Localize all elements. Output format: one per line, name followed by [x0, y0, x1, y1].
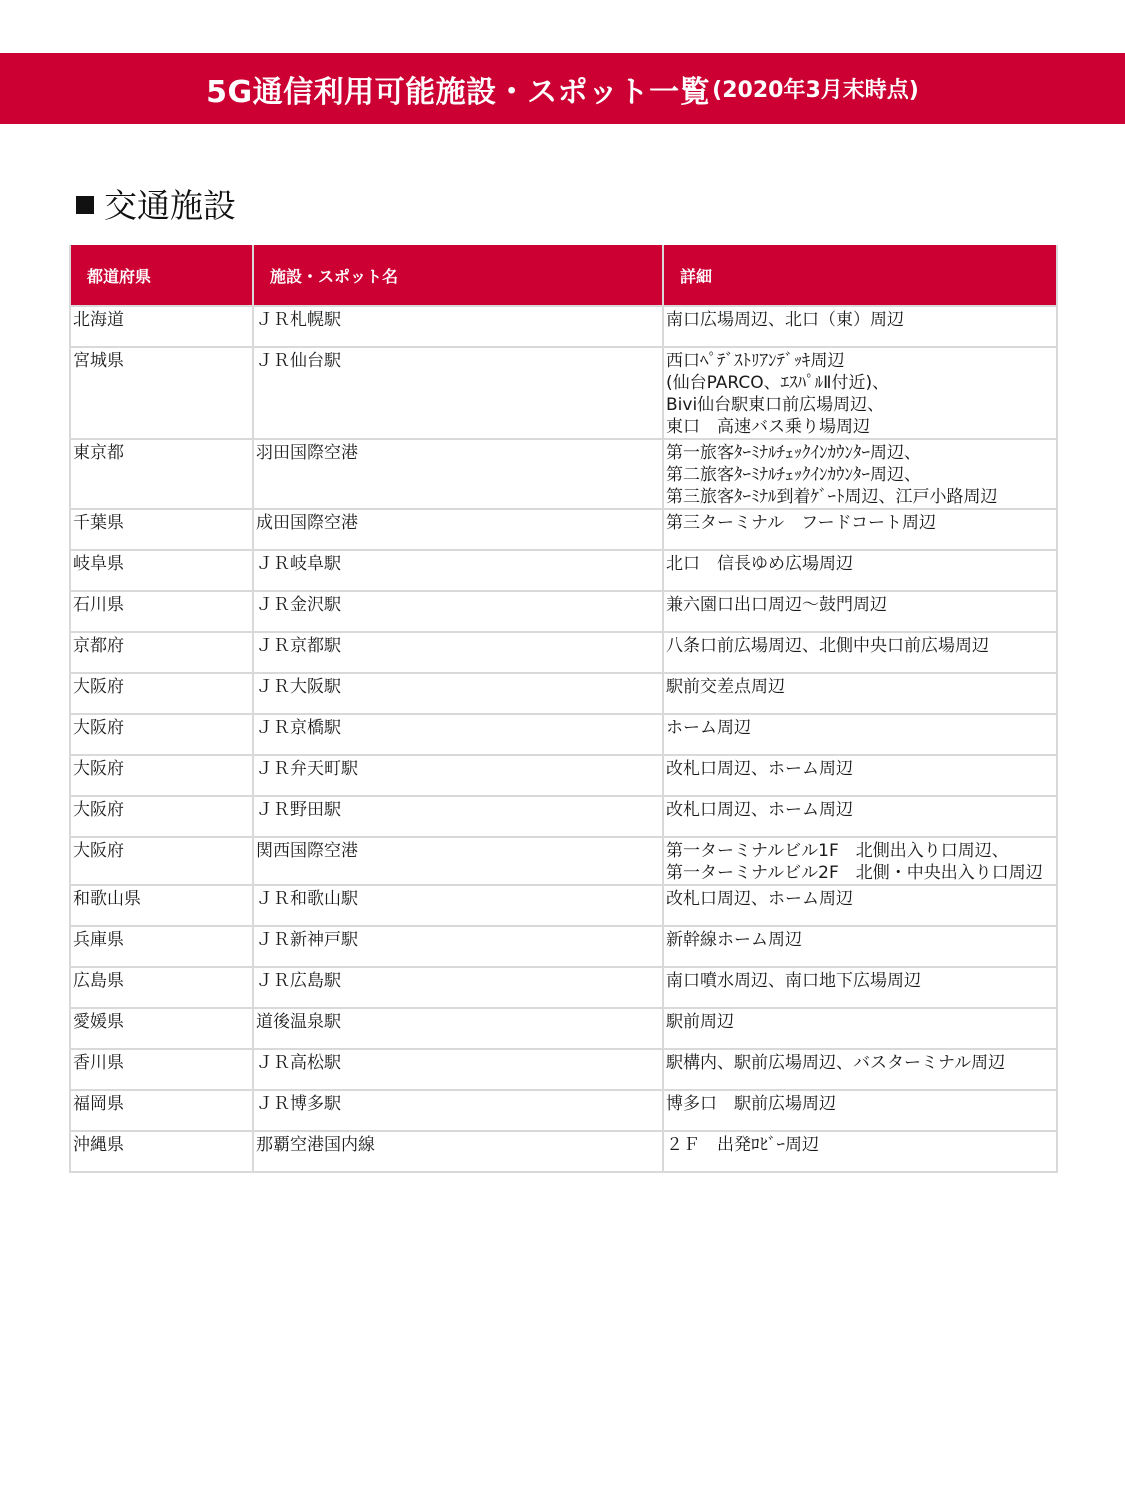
cell-prefecture: 石川県	[70, 591, 253, 632]
details-line: 駅前交差点周辺	[666, 677, 785, 697]
table-row	[70, 306, 1057, 347]
table-row	[70, 550, 1057, 591]
cell-prefecture: 北海道	[70, 306, 253, 347]
table-row	[70, 509, 1057, 550]
cell-details	[663, 306, 1057, 347]
details-line: 駅構内、駅前広場周辺、バスターミナル周辺	[666, 1053, 1006, 1073]
details-line: 改札口周辺、ホーム周辺	[666, 889, 853, 909]
cell-facility: 関西国際空港	[253, 837, 663, 885]
details-line: 北口 信長ゆめ広場周辺	[666, 554, 853, 574]
table-row	[70, 439, 1057, 509]
table-row	[70, 967, 1057, 1008]
cell-facility: ＪＲ札幌駅	[253, 306, 663, 347]
cell-facility: 道後温泉駅	[253, 1008, 663, 1049]
details-line: 兼六園口出口周辺～鼓門周辺	[666, 595, 887, 615]
cell-details	[663, 837, 1057, 885]
cell-details	[663, 755, 1057, 796]
table-row	[70, 796, 1057, 837]
cell-prefecture: 大阪府	[70, 755, 253, 796]
table-row	[70, 837, 1057, 885]
table-row	[70, 1131, 1057, 1172]
cell-facility: ＪＲ和歌山駅	[253, 885, 663, 926]
cell-facility: ＪＲ金沢駅	[253, 591, 663, 632]
cell-prefecture: 東京都	[70, 439, 253, 509]
cell-facility: ＪＲ京橋駅	[253, 714, 663, 755]
cell-facility: ＪＲ新神戸駅	[253, 926, 663, 967]
table-row	[70, 347, 1057, 439]
cell-details	[663, 967, 1057, 1008]
cell-details	[663, 1090, 1057, 1131]
table-row	[70, 714, 1057, 755]
details-line: 第一ターミナルビル1F 北側出入り口周辺、	[666, 841, 1009, 861]
cell-details	[663, 1008, 1057, 1049]
details-line: 東口 高速バス乗り場周辺	[666, 417, 870, 437]
cell-details	[663, 509, 1057, 550]
details-line: 南口広場周辺、北口（東）周辺	[666, 310, 904, 330]
details-line: ２Ｆ 出発ﾛﾋﾞｰ周辺	[666, 1135, 819, 1155]
details-line: 南口噴水周辺、南口地下広場周辺	[666, 971, 921, 991]
details-line: 第三ターミナル フードコート周辺	[666, 513, 936, 533]
page-title-date: (2020年3月末時点)	[712, 78, 919, 103]
cell-facility: 成田国際空港	[253, 509, 663, 550]
table-row	[70, 632, 1057, 673]
cell-facility: ＪＲ仙台駅	[253, 347, 663, 439]
page-title: 5G通信利用可能施設・スポット一覧	[206, 74, 711, 110]
cell-facility: 羽田国際空港	[253, 439, 663, 509]
details-line: (仙台PARCO、ｴｽﾊﾟﾙⅡ付近)、	[666, 373, 890, 393]
cell-facility: ＪＲ高松駅	[253, 1049, 663, 1090]
cell-prefecture: 大阪府	[70, 796, 253, 837]
table-row	[70, 1008, 1057, 1049]
cell-prefecture: 大阪府	[70, 673, 253, 714]
cell-prefecture: 京都府	[70, 632, 253, 673]
cell-details	[663, 347, 1057, 439]
cell-facility: ＪＲ広島駅	[253, 967, 663, 1008]
details-line: 博多口 駅前広場周辺	[666, 1094, 836, 1114]
details-line: 第一旅客ﾀｰﾐﾅﾙﾁｪｯｸｲﾝｶｳﾝﾀｰ周辺、	[666, 443, 921, 463]
table-body	[70, 306, 1057, 1172]
cell-facility: ＪＲ岐阜駅	[253, 550, 663, 591]
details-line: 第二旅客ﾀｰﾐﾅﾙﾁｪｯｸｲﾝｶｳﾝﾀｰ周辺、	[666, 465, 921, 485]
cell-facility: ＪＲ京都駅	[253, 632, 663, 673]
details-line: Bivi仙台駅東口前広場周辺、	[666, 395, 885, 415]
cell-facility: ＪＲ弁天町駅	[253, 755, 663, 796]
square-bullet-icon	[76, 196, 94, 214]
section-heading	[76, 180, 236, 227]
column-header-prefecture: 都道府県	[70, 245, 253, 306]
cell-details	[663, 1049, 1057, 1090]
cell-prefecture: 愛媛県	[70, 1008, 253, 1049]
column-header-details: 詳細	[663, 245, 1057, 306]
details-line: ホーム周辺	[666, 718, 751, 738]
section-heading-text: 交通施設	[104, 186, 236, 225]
cell-details	[663, 1131, 1057, 1172]
cell-details	[663, 796, 1057, 837]
details-line: 改札口周辺、ホーム周辺	[666, 800, 853, 820]
facility-table	[69, 245, 1058, 1173]
cell-facility: ＪＲ博多駅	[253, 1090, 663, 1131]
table-row	[70, 926, 1057, 967]
table-header-row	[70, 245, 1057, 306]
cell-prefecture: 岐阜県	[70, 550, 253, 591]
table-row	[70, 885, 1057, 926]
cell-prefecture: 香川県	[70, 1049, 253, 1090]
details-line: 八条口前広場周辺、北側中央口前広場周辺	[666, 636, 989, 656]
cell-details	[663, 550, 1057, 591]
details-line: 第一ターミナルビル2F 北側・中央出入り口周辺	[666, 863, 1043, 883]
details-line: 新幹線ホーム周辺	[666, 930, 802, 950]
cell-facility: 那覇空港国内線	[253, 1131, 663, 1172]
cell-details	[663, 439, 1057, 509]
cell-prefecture: 和歌山県	[70, 885, 253, 926]
table-row	[70, 1049, 1057, 1090]
cell-facility: ＪＲ野田駅	[253, 796, 663, 837]
cell-details	[663, 714, 1057, 755]
table-row	[70, 1090, 1057, 1131]
cell-details	[663, 926, 1057, 967]
cell-prefecture: 大阪府	[70, 714, 253, 755]
cell-details	[663, 885, 1057, 926]
cell-details	[663, 673, 1057, 714]
cell-details	[663, 632, 1057, 673]
cell-prefecture: 大阪府	[70, 837, 253, 885]
details-line: 西口ﾍﾟﾃﾞｽﾄﾘｱﾝﾃﾞｯｷ周辺	[666, 351, 845, 371]
cell-prefecture: 兵庫県	[70, 926, 253, 967]
details-line: 第三旅客ﾀｰﾐﾅﾙ到着ｹﾞｰﾄ周辺、江戸小路周辺	[666, 487, 998, 507]
title-bar	[0, 53, 1125, 124]
cell-prefecture: 広島県	[70, 967, 253, 1008]
table-row	[70, 673, 1057, 714]
column-header-facility: 施設・スポット名	[253, 245, 663, 306]
table-row	[70, 755, 1057, 796]
details-line: 駅前周辺	[666, 1012, 734, 1032]
cell-facility: ＪＲ大阪駅	[253, 673, 663, 714]
cell-details	[663, 591, 1057, 632]
cell-prefecture: 沖縄県	[70, 1131, 253, 1172]
table-row	[70, 591, 1057, 632]
cell-prefecture: 千葉県	[70, 509, 253, 550]
details-line: 改札口周辺、ホーム周辺	[666, 759, 853, 779]
cell-prefecture: 福岡県	[70, 1090, 253, 1131]
cell-prefecture: 宮城県	[70, 347, 253, 439]
